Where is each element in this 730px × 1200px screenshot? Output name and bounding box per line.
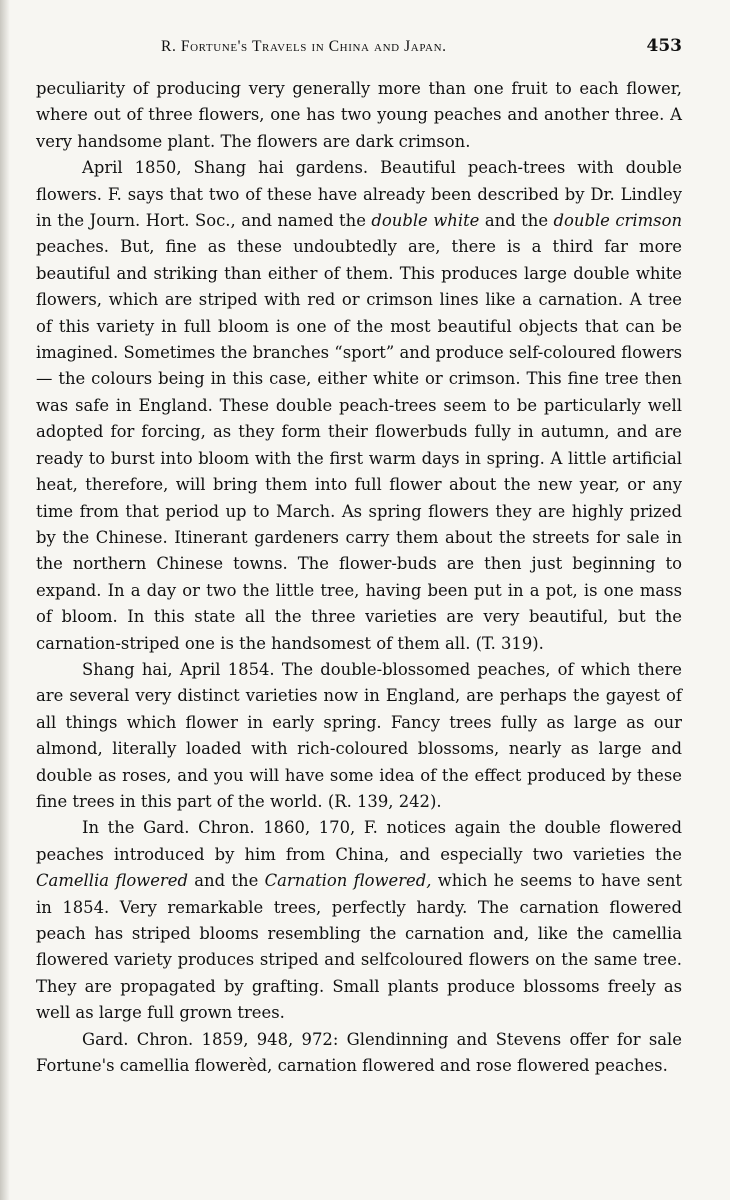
text-run: and the	[479, 211, 554, 231]
paragraph	[36, 815, 682, 1026]
running-title: R. Fortune's Travels in China and Japan.	[161, 38, 447, 55]
paragraph	[36, 76, 682, 155]
text-run: Shang hai, April 1854. The double-blossomed peaches, of which there are several very distinct varieties now in England, are perhaps the gayest of all things which flower in early spring. Fancy trees fully as large as our almond, literally loaded with rich-coloured blossoms, nearly as large and double as roses, and you will have some idea of the effect produced by these fine trees in this part of the world. (R. 139, 242).	[36, 659, 682, 811]
italic-text-run: double crimson	[553, 211, 683, 231]
text-run: April 1850, Shang hai gardens. Beautiful peach-trees with double flowers. F. says that two of these have already been described by Dr. Lindley in the Journ. Hort. Soc., and named the	[36, 158, 682, 231]
paragraph	[36, 155, 682, 657]
text-run: peaches. But, fine as these undoubtedly are, there is a third far more beautiful and striking than either of them. This produces large double white flowers, which are striped with red or crimson lines like a carnation. A tree of this variety in full bloom is one of the most beautiful objects that can be imagined. Sometimes the branches “sport” and produce self-coloured flowers — the colours being in this case, either white or crimson. This fine tree then was safe in England. These double peach-trees seem to be particularly well adopted for forcing, as they form their flowerbuds fully in autumn, and are ready to burst into bloom with the first warm days in spring. A little artificial heat, therefore, will bring them into full flower about the new year, or any time from that period up to March. As spring flowers they are highly prized by the Chinese. Itinerant gardeners carry them about the streets for sale in the northern Chinese towns. The flower-buds are then just beginning to expand. In a day or two the little tree, having been put in a pot, is one mass of bloom. In this state all the three varieties are very beautiful, but the carnation-striped one is the handsomest of them all. (T. 319).	[36, 237, 682, 653]
text-run: which he seems to have sent in 1854. Very remarkable trees, perfectly hardy. The carnation flowered peach has striped blooms resembling the carnation and, like the camellia flowered variety produces striped and selfcoloured flowers on the same tree. They are propagated by grafting. Small plants produce blossoms freely as well as large full grown trees.	[36, 871, 682, 1023]
paragraph	[36, 657, 682, 815]
page-header	[36, 34, 682, 64]
page-gutter-shadow	[0, 0, 10, 1200]
italic-text-run: Camellia flowered	[36, 871, 188, 891]
italic-text-run: Carnation flowered,	[264, 871, 432, 891]
page-number: 453	[646, 36, 682, 56]
text-run: Gard. Chron. 1859, 948, 972: Glendinning and Stevens offer for sale Fortune's camellia flowerèd, carnation flowered and rose flowered peaches.	[36, 1029, 682, 1076]
italic-text-run: double white	[371, 211, 480, 231]
text-run: and the	[187, 871, 265, 891]
text-run: peculiarity of producing very generally more than one fruit to each flower, where out of three flowers, one has two young peaches and another three. A very handsome plant. The flowers are dark crimson.	[36, 79, 682, 151]
paragraph	[36, 1027, 682, 1080]
body-text	[36, 76, 682, 1079]
text-run: In the Gard. Chron. 1860, 170, F. notices again the double flowered peaches introduced by him from China, and especially two varieties the	[36, 818, 682, 864]
